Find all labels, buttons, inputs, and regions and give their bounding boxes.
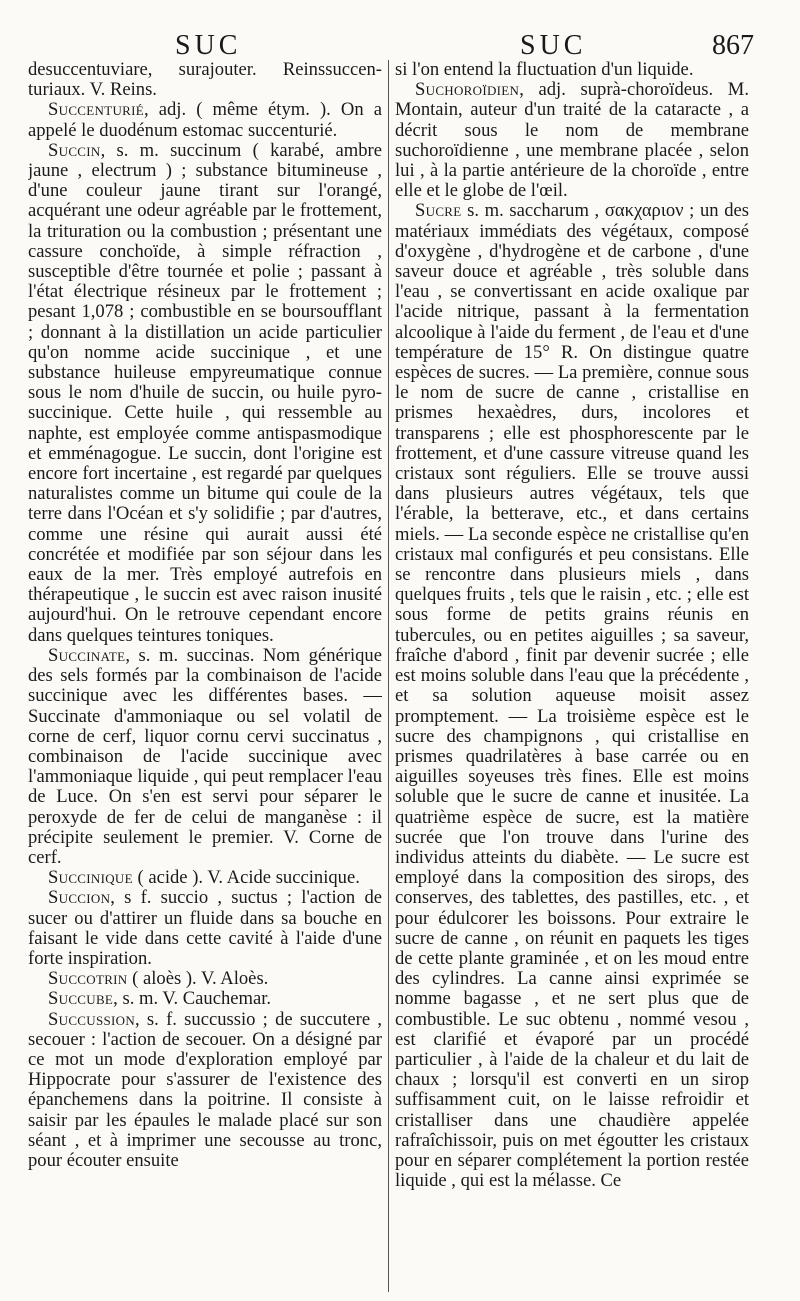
entry bbox=[395, 80, 749, 201]
entry-text: si l'on entend la fluctuation d'un liquide. bbox=[395, 60, 694, 80]
entry bbox=[28, 969, 382, 989]
entry-text: desuccentuviare, surajouter. Reinssuccen- turiaux. V. Reins. bbox=[28, 60, 382, 101]
entry bbox=[28, 141, 382, 646]
right-column bbox=[395, 60, 749, 1290]
entry-lemma: Succin bbox=[48, 139, 101, 161]
entry bbox=[395, 60, 749, 80]
entry-lemma: Succion bbox=[48, 887, 111, 909]
entry-text: ( aloès ). V. Aloès. bbox=[127, 968, 269, 990]
left-column bbox=[28, 60, 382, 1290]
entry bbox=[28, 646, 382, 868]
entry-lemma: Sucre bbox=[415, 200, 462, 222]
entry-text: s. m. saccharum , σακχαριον ; un des matériaux immédiats des végétaux, composé d'oxygène , d'hydrogène et de carbone , d'une saveur douce et agréable , très soluble dans l'eau , se convertissant en acide oxalique par l'acide nitrique, passant à la fermentation alcoolique à l'aide du ferment , de l'eau et d'une température de 15° R. On distingue quatre espèces de sucres. — La première, connue sous le nom de sucre de canne , cristallise en prismes hexaèdres, durs, incolores et transparens ; elle est phosphorescente par le frottement, et d'une cassure vitreuse quand les cristaux sont réguliers. Elle se trouve aussi dans plusieurs autres végétaux, tels que l'érable, la betterave, etc., et dans certains miels. — La seconde espèce ne cristallise qu'en cristaux mal configurés et peu consistans. Elle se rencontre dans plusieurs miels , dans quelques fruits , tels que le raisin , etc. ; elle est sous forme de petits grains réunis en tubercules, ou en petites aiguilles ; sa saveur, fraîche d'abord , finit par devenir sucrée ; elle est moins soluble dans l'eau que la précédente , et sa solution aqueuse moisit assez promptement. — La troisième espèce est le sucre des champignons , qui cristallise en prismes quadrilatères à base carrée ou en aiguilles soyeuses très fines. Elle est moins soluble que le sucre de canne et inusitée. La quatrième espèce de sucre, est la matière sucrée que l'on trouve dans l'urine des individus atteints du diabète. — Le sucre est employé dans la composition des sirops, des conserves, des tablettes, des pastilles, etc. , et pour édulcorer les boissons. Pour extraire le sucre de canne , on réunit en paquets les tiges de cette plante graminée , et on les moud entre des cylindres. La canne ainsi exprimée se nomme bagasse , et ne sert plus que de combustible. Le suc obtenu , nommé vesou , est clarifié et évaporé par un procédé particulier , à l'aide de la chaleur et du lait de chaux ; lorsqu'il est converti en un sirop suffisamment cuit, on le laisse refroidir et cristalliser dans une chaudière appelée rafraîchissoir, puis on met égoutter les cristaux pour en séparer complétement la portion restée liquide , qui est la mélasse. Ce bbox=[395, 200, 749, 1192]
entry-lemma: Suchoroïdien bbox=[415, 79, 520, 101]
entry-text: , s. m. succinum ( karabé, ambre jaune , electrum ) ; substance bitumineuse , d'une couleur jaune tirant sur l'orangé, acquérant une odeur agréable par le frottement, la trituration ou la combustion ; présentant une cassure conchoïde, à simple réfraction , susceptible d'être tournée et polie ; passant à l'état électrique résineux par le frottement ; pesant 1,078 ; combustible en se boursoufflant ; donnant à la distillation un acide particulier qu'on nomme acide succinique , et une substance huileuse empyreumatique connue sous le nom d'huile de succin, ou huile pyro-succinique. Cette huile , qui ressemble au naphte, est employée comme antispasmodique et emménagogue. Le succin, dont l'origine est encore fort incertaine , est regardé par quelques naturalistes comme un bitume qui coule de la terre dans l'Océan et s'y solidifie ; par d'autres, comme une résine qui aurait aussi été concrétée et modifiée par son séjour dans les eaux de la mer. Très employé autrefois en thérapeutique , le succin est avec raison inusité aujourd'hui. On le retrouve cependant encore dans quelques teintures toniques. bbox=[28, 139, 382, 646]
entry-text: , s. m. V. Cauchemar. bbox=[113, 988, 272, 1010]
entry bbox=[28, 100, 382, 140]
header-left-word: SUC bbox=[175, 30, 242, 61]
entry-lemma: Succussion bbox=[48, 1008, 136, 1030]
entry-lemma: Succube bbox=[48, 988, 114, 1010]
entry bbox=[28, 1010, 382, 1172]
entry-text: , s f. succio , suctus ; l'action de sucer ou d'attirer un fluide dans sa bouche en faisant le vide dans cette cavité à l'aide d'une forte inspiration. bbox=[28, 887, 382, 969]
entry bbox=[28, 888, 382, 969]
entry-text: , s. f. succussio ; de succutere , secouer : l'action de secouer. On a désigné par ce mot un mode d'exploration employé par Hippocrate pour s'assurer de l'existence des épanchemens dans la poitrine. Il consiste à saisir par les épaules le malade placé sur son séant , et à imprimer une secousse au tronc, pour écouter ensuite bbox=[28, 1008, 382, 1171]
entry-lemma: Succinate bbox=[48, 644, 126, 666]
entry-text: , s. m. succinas. Nom générique des sels formés par la combinaison de l'acide succinique avec les différentes bases. — Succinate d'ammoniaque ou sel volatil de corne de cerf, liquor cornu cervi succinatus , combinaison de l'acide succinique avec l'ammoniaque liquide , qui peut remplacer l'eau de Luce. On s'en est servi pour séparer le peroxyde de fer de celui de manganèse : il précipite seulement le premier. V. Corne de cerf. bbox=[28, 644, 382, 868]
entry bbox=[28, 868, 382, 888]
entry bbox=[28, 60, 382, 100]
entry bbox=[28, 989, 382, 1009]
entry-lemma: Succotrin bbox=[48, 968, 128, 990]
entry-text: , adj. ( même étym. ). On a appelé le duodénum estomac succenturié. bbox=[28, 99, 382, 141]
column-divider bbox=[388, 60, 389, 1292]
entry-lemma: Succenturié bbox=[48, 99, 144, 121]
entry-lemma: Succinique bbox=[48, 867, 133, 889]
entry bbox=[395, 201, 749, 1191]
header-right-word: SUC bbox=[520, 30, 587, 61]
entry-text: ( acide ). V. Acide succinique. bbox=[132, 867, 360, 889]
running-header bbox=[0, 30, 800, 64]
entry-text: , adj. suprà-choroïdeus. M. Montain, auteur d'un traité de la cataracte , a décrit sous le nom de membrane suchoroïdienne , une membrane placée , selon lui , à la partie antérieure de la choroïde , entre elle et le globe de l'œil. bbox=[395, 79, 749, 202]
page-number: 867 bbox=[712, 30, 754, 61]
